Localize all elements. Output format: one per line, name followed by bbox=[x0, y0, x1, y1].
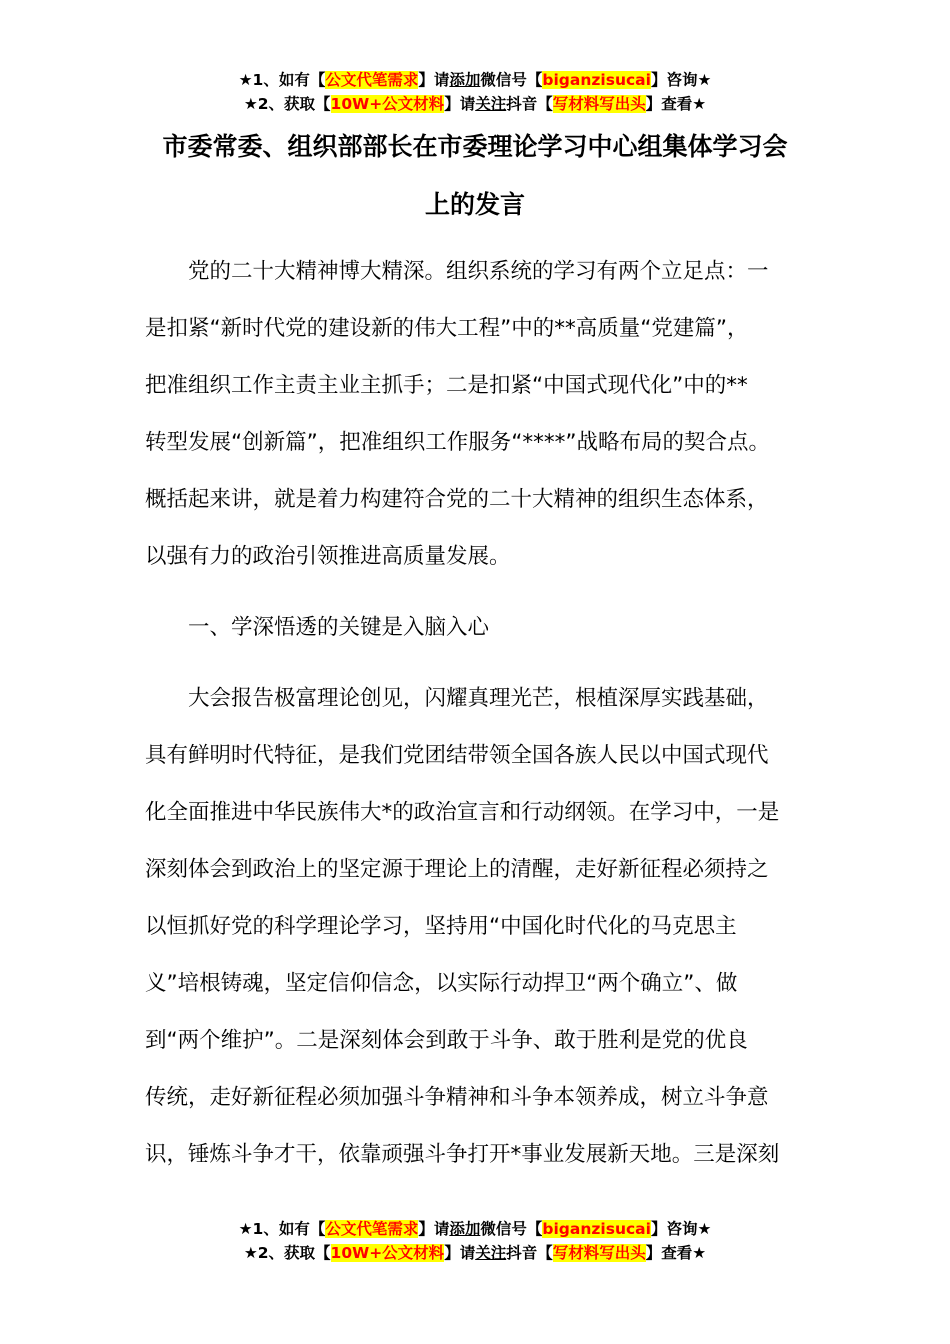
banner-text: 】请 bbox=[444, 95, 476, 113]
banner-wechat-id: biganzisucai bbox=[542, 1220, 651, 1238]
banner-text: 微信号【 bbox=[480, 71, 543, 89]
promo-banner-bottom-line1 bbox=[0, 1219, 950, 1239]
body-line: 化全面推进中华民族伟大*的政治宣言和行动纲领。在学习中，一是 bbox=[145, 800, 780, 825]
banner-underlined-text: 关注 bbox=[475, 1244, 507, 1262]
body-line: 转型发展“创新篇”，把准组织工作服务“****”战略布局的契合点。 bbox=[145, 430, 771, 455]
banner-douyin-account: 写材料写出头 bbox=[552, 95, 646, 113]
body-line: 把准组织工作主责主业主抓手；二是扣紧“中国式现代化”中的** bbox=[145, 373, 748, 398]
promo-banner-bottom-line2 bbox=[0, 1243, 950, 1263]
banner-text: 】请 bbox=[418, 71, 450, 89]
body-line: 识，锤炼斗争才干，依靠顽强斗争打开*事业发展新天地。三是深刻 bbox=[145, 1142, 780, 1167]
banner-text: ★1、如有【 bbox=[238, 71, 326, 89]
banner-underlined-text: 添加 bbox=[449, 71, 481, 89]
banner-text: 】请 bbox=[444, 1244, 476, 1262]
banner-text: 】查看★ bbox=[645, 95, 707, 113]
body-line: 概括起来讲，就是着力构建符合党的二十大精神的组织生态体系， bbox=[145, 487, 769, 512]
banner-text: ★2、获取【 bbox=[243, 1244, 331, 1262]
banner-wechat-id: biganzisucai bbox=[542, 71, 651, 89]
body-line: 到“两个维护”。二是深刻体会到敢于斗争、敢于胜利是党的优良 bbox=[145, 1028, 748, 1053]
banner-highlight: 公文代笔需求 bbox=[325, 71, 419, 89]
banner-highlight: 10W+公文材料 bbox=[330, 95, 445, 113]
banner-text: 抖音【 bbox=[506, 95, 553, 113]
banner-text: 】查看★ bbox=[645, 1244, 707, 1262]
banner-text: ★1、如有【 bbox=[238, 1220, 326, 1238]
body-line: 具有鲜明时代特征，是我们党团结带领全国各族人民以中国式现代 bbox=[145, 743, 769, 768]
banner-text: 】咨询★ bbox=[650, 71, 712, 89]
body-line: 深刻体会到政治上的坚定源于理论上的清醒，走好新征程必须持之 bbox=[145, 857, 769, 882]
banner-text: 抖音【 bbox=[506, 1244, 553, 1262]
body-line: 是扣紧“新时代党的建设新的伟大工程”中的**高质量“党建篇”， bbox=[145, 316, 749, 341]
body-line: 以强有力的政治引领推进高质量发展。 bbox=[145, 544, 511, 569]
banner-text: 】请 bbox=[418, 1220, 450, 1238]
section-heading: 一、学深悟透的关键是入脑入心 bbox=[145, 615, 490, 640]
banner-text: 】咨询★ bbox=[650, 1220, 712, 1238]
body-line: 传统，走好新征程必须加强斗争精神和斗争本领养成，树立斗争意 bbox=[145, 1085, 769, 1110]
promo-banner-top-line2 bbox=[0, 94, 950, 114]
document-title-line2: 上的发言 bbox=[424, 190, 525, 219]
body-line: 大会报告极富理论创见，闪耀真理光芒，根植深厚实践基础， bbox=[145, 686, 769, 711]
banner-highlight: 10W+公文材料 bbox=[330, 1244, 445, 1262]
banner-text: 微信号【 bbox=[480, 1220, 543, 1238]
promo-banner-top-line1 bbox=[0, 70, 950, 90]
banner-text: ★2、获取【 bbox=[243, 95, 331, 113]
banner-underlined-text: 添加 bbox=[449, 1220, 481, 1238]
banner-douyin-account: 写材料写出头 bbox=[552, 1244, 646, 1262]
body-line: 党的二十大精神博大精深。组织系统的学习有两个立足点：一 bbox=[145, 259, 769, 284]
document-title-line1: 市委常委、组织部部长在市委理论学习中心组集体学习会 bbox=[162, 132, 788, 161]
body-line: 以恒抓好党的科学理论学习，坚持用“中国化时代化的马克思主 bbox=[145, 914, 737, 939]
banner-highlight: 公文代笔需求 bbox=[325, 1220, 419, 1238]
body-line: 义”培根铸魂，坚定信仰信念，以实际行动捍卫“两个确立”、做 bbox=[145, 971, 738, 996]
banner-underlined-text: 关注 bbox=[475, 95, 507, 113]
